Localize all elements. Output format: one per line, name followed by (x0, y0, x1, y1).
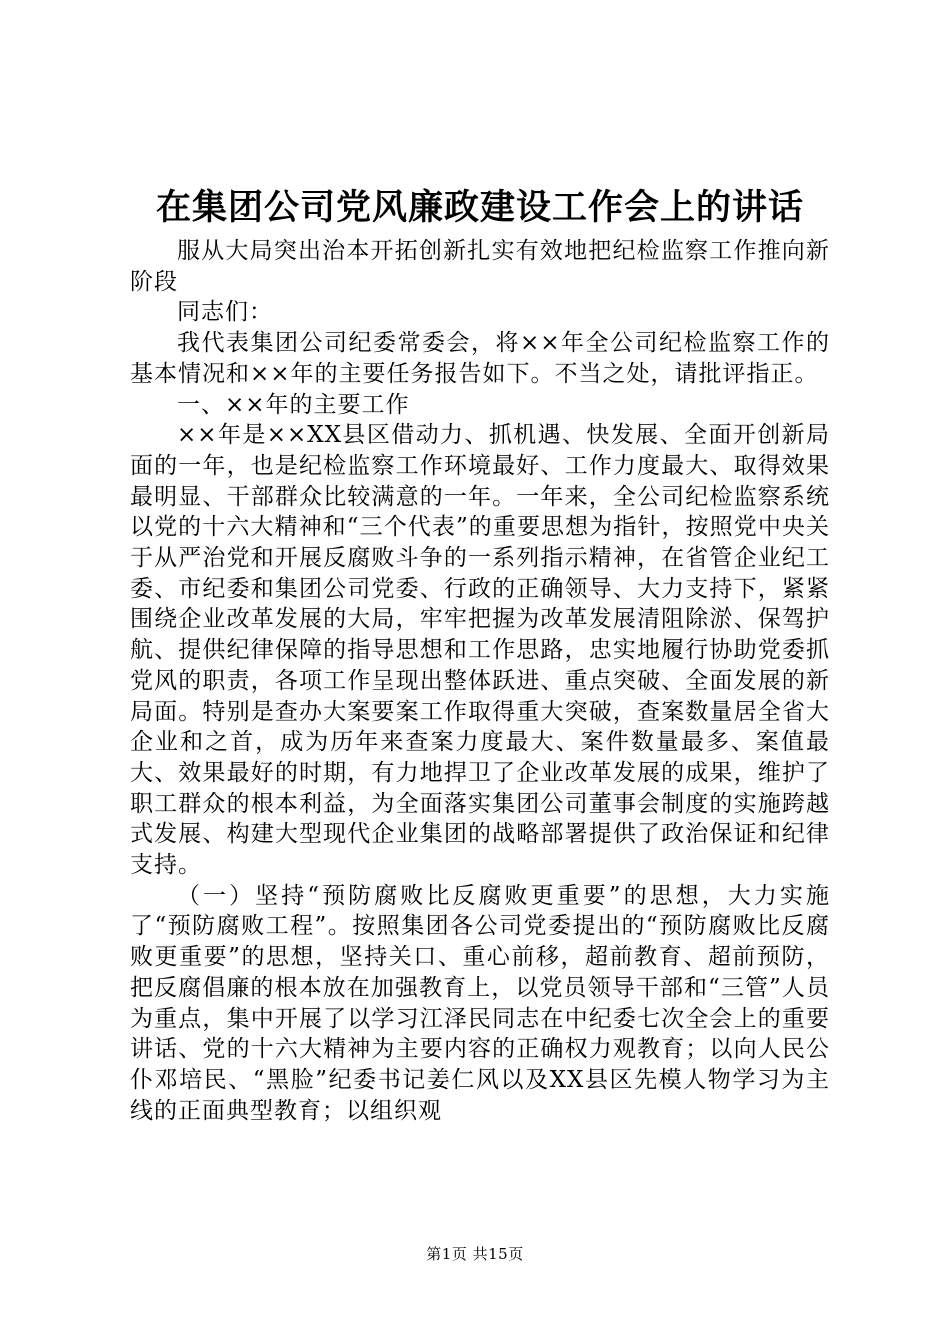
page-number-footer: 第1页 共15页 (426, 1245, 524, 1263)
body-paragraph: ××年是××XX县区借动力、抓机遇、快发展、全面开创新局面的一年，也是纪检监察工作环境最好、工作力度最大、取得效果最明显、干部群众比较满意的一年。一年来，全公司纪检监察系统以党的十六大精神和“三个代表”的重要思想为指针，按照党中央关于从严治党和开展反腐败斗争的一系列指示精神，在省管企业纪工委、市纪委和集团公司党委、行政的正确领导、大力支持下，紧紧围绕企业改革发展的大局，牢牢把握为改革发展清阻除淤、保驾护航、提供纪律保障的指导思想和工作思路，忠实地履行协助党委抓党风的职责，各项工作呈现出整体跃进、重点突破、全面发展的新局面。特别是查办大案要案工作取得重大突破，查案数量居全省大企业和之首，成为历年来查案力度最大、案件数量最多、案值最大、效果最好的时期，有力地捍卫了企业改革发展的成果，维护了职工群众的根本利益，为全面落实集团公司董事会制度的实施跨越式发展、构建大型现代企业集团的战略部署提供了政治保证和纪律支持。 (130, 422, 830, 879)
subtitle-paragraph: 服从大局突出治本开拓创新扎实有效地把纪检监察工作推向新阶段 (130, 238, 830, 295)
document-title: 在集团公司党风廉政建设工作会上的讲话 (155, 188, 804, 228)
document-body (130, 236, 830, 1126)
intro-paragraph: 我代表集团公司纪委常委会，将××年全公司纪检监察工作的基本情况和××年的主要任务报告如下。不当之处，请批评指正。 (130, 330, 830, 387)
section-heading: 一、××年的主要工作 (177, 391, 410, 418)
body-paragraph: （一）坚持“预防腐败比反腐败更重要”的思想，大力实施了“预防腐败工程”。按照集团各公司党委提出的“预防腐败比反腐败更重要”的思想，坚持关口、重心前移，超前教育、超前预防，把反腐倡廉的根本放在加强教育上，以党员领导干部和“三管”人员为重点，集中开展了以学习江泽民同志在中纪委七次全会上的重要讲话、党的十六大精神为主要内容的正确权力观教育；以向人民公仆邓培民、“黑脸”纪委书记姜仁风以及XX县区先模人物学习为主线的正面典型教育；以组织观 (130, 882, 830, 1124)
salutation-paragraph: 同志们： (177, 299, 273, 326)
